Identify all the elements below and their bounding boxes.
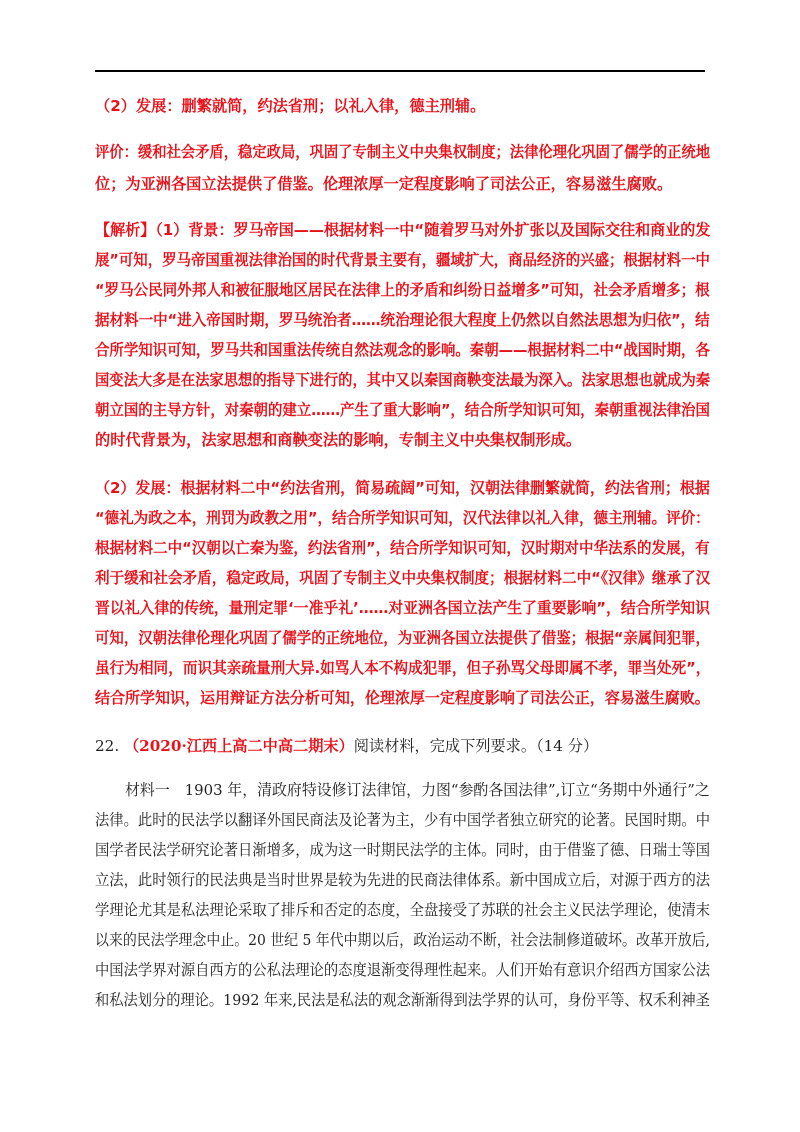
material1-line: 立法，此时领行的民法典是当时世界是较为先进的民商法律体系。新中国成立后，对源于西方的法	[95, 871, 711, 889]
question-number: 22.	[95, 737, 120, 755]
question-22-header	[95, 736, 598, 756]
analysis-part2-line: 晋以礼入律的传统，量刑定罪‘一准乎礼’……对亚洲各国立法产生了重要影响”，结合所学知识	[95, 599, 711, 617]
answer-development-line: （2）发展：删繁就简，约法省刑；以礼入律，德主刑辅。	[95, 97, 486, 115]
answer-evaluation-line: 评价：缓和社会矛盾，稳定政局，巩固了专制主义中央集权制度；法律伦理化巩固了儒学的正统地	[95, 143, 711, 161]
analysis-part2-line: 虽行为相同，而识其亲疏量刑大异.如骂人本不构成犯罪，但子孙骂父母即属不孝，罪当处死”，	[95, 659, 711, 677]
material1-line: 材料一 1903 年，清政府特设修订法律馆，力图“参酌各国法律”,订立“务期中外通行”之	[125, 781, 710, 799]
material1-line: 中国法学界对源自西方的公私法理论的态度退渐变得理性起来。人们开始有意识介绍西方国家公法	[95, 961, 711, 979]
material1-line: 国学者民法学研究论著日渐增多，成为这一时期民法学的主体。同时，由于借鉴了德、日瑞士等国	[95, 841, 711, 859]
analysis-part2-line: 利于缓和社会矛盾，稳定政局，巩固了专制主义中央集权制度；根据材料二中“《汉律》继承了汉	[95, 569, 711, 587]
analysis-part1-line: “罗马公民同外邦人和被征服地区居民在法律上的矛盾和纠纷日益增多”可知，社会矛盾增多；根	[95, 281, 710, 299]
material1-line: 法律。此时的民法学以翻译外国民商法及论著为主，少有中国学者独立研究的论著。民国时期。中	[95, 811, 711, 829]
analysis-part1-line: 【解析】（1）背景：罗马帝国——根据材料一中“随着罗马对外扩张以及国际交往和商业的发	[95, 221, 711, 239]
analysis-part1-line: 的时代背景为，法家思想和商鞅变法的影响，专制主义中央集权制形成。	[95, 431, 581, 449]
analysis-part2-line: （2）发展：根据材料二中“约法省刑，简易疏阔”可知，汉朝法律删繁就简，约法省刑；根据	[95, 479, 710, 497]
material1-line: 学理论尤其是私法理论采取了排斥和否定的态度，全盘接受了苏联的社会主义民法学理论，使清末	[95, 901, 711, 919]
analysis-part2-line: 根据材料二中“汉朝以亡秦为鉴，约法省刑”，结合所学知识可知，汉时期对中华法系的发展，有	[95, 539, 710, 557]
header-rule	[95, 70, 705, 72]
material1-line: 以来的民法学理念中止。20 世纪 5 年代中期以后，政治运动不断，社会法制修道破坏。改革开放后,	[95, 931, 710, 949]
answer-evaluation-line: 位；为亚洲各国立法提供了借鉴。伦理浓厚一定程度影响了司法公正，容易滋生腐败。	[95, 175, 673, 193]
analysis-part1-line: 合所学知识可知，罗马共和国重法传统自然法观念的影响。秦朝——根据材料二中“战国时期，各	[95, 341, 710, 359]
analysis-part2-line: 可知，汉朝法律伦理化巩固了儒学的正统地位，为亚洲各国立法提供了借鉴；根据“亲属间犯罪，	[95, 629, 710, 647]
question-prompt: 阅读材料，完成下列要求。（14 分）	[353, 737, 599, 755]
analysis-part1-line: 据材料一中“进入帝国时期，罗马统治者……统治理论很大程度上仍然以自然法思想为归依”，结	[95, 311, 710, 329]
question-source: （2020·江西上高二中高二期末）	[123, 737, 354, 755]
analysis-part1-line: 展”可知，罗马帝国重视法律治国的时代背景主要有，疆域扩大，商品经济的兴盛；根据材料一中	[95, 251, 710, 269]
analysis-part1-line: 朝立国的主导方针，对秦朝的建立……产生了重大影响”，结合所学知识可知，秦朝重视法律治国	[95, 401, 710, 419]
analysis-part2-line: 结合所学知识，运用辩证方法分析可知，伦理浓厚一定程度影响了司法公正，容易滋生腐败。	[95, 689, 710, 707]
material1-line: 和私法划分的理论。1992 年来,民法是私法的观念渐渐得到法学界的认可，身份平等、权禾利神圣	[95, 991, 710, 1009]
analysis-part2-line: “德礼为政之本，刑罚为政教之用”，结合所学知识可知，汉代法律以礼入律，德主刑辅。评价：	[95, 509, 710, 527]
analysis-part1-line: 国变法大多是在法家思想的指导下进行的，其中又以秦国商鞅变法最为深入。法家思想也就成为秦	[95, 371, 711, 389]
